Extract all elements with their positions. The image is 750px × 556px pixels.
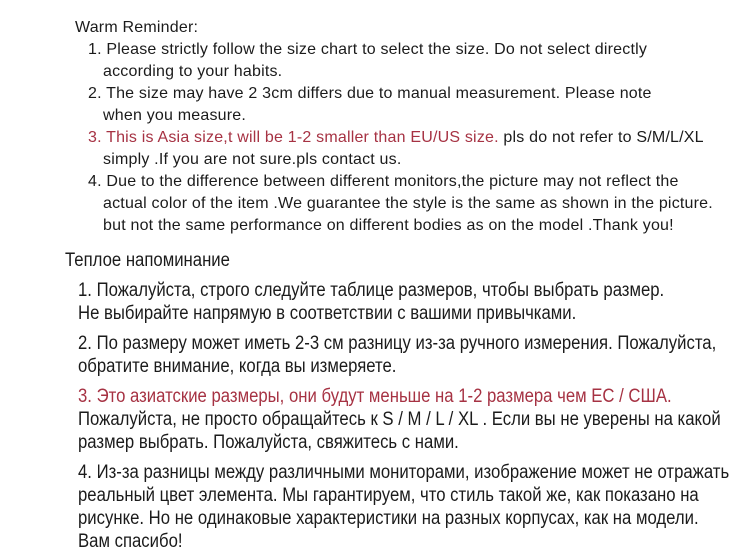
text-line: 4. Due to the difference between different monitors,the picture may not reflect the: [88, 173, 679, 190]
text-line: 4. Из-за разницы между различными мониторами, изображение может не отражать: [78, 462, 730, 483]
text-line: Пожалуйста, не просто обращайтесь к S / M / L / XL . Если вы не уверены на какой: [78, 409, 721, 430]
text-line: рисунке. Но не одинаковые характеристики на разных корпусах, как на модели.: [78, 508, 699, 529]
russian-item-1: [0, 279, 750, 325]
text-line: according to your habits.: [103, 63, 283, 80]
text-line: размер выбрать. Пожалуйста, свяжитесь с нами.: [78, 432, 459, 453]
english-item-4: [0, 171, 750, 237]
russian-item-4: [0, 461, 750, 553]
asia-size-warning-red-text-ru: 3. Это азиатские размеры, они будут меньше на 1-2 размера чем ЕС / США.: [78, 386, 672, 407]
text-line: Не выбирайте напрямую в соответствии с вашими привычками.: [78, 303, 577, 324]
text-line: реальный цвет элемента. Мы гарантируем, что стиль такой же, как показано на: [78, 485, 699, 506]
russian-item-2: [0, 332, 750, 378]
russian-heading: Теплое напоминание: [65, 250, 230, 271]
english-heading: Warm Reminder:: [75, 19, 199, 36]
text-segment: pls do not refer to S/M/L/XL: [498, 129, 704, 146]
text-line: actual color of the item .We guarantee the style is the same as shown in the picture.: [103, 195, 713, 212]
english-item-3: [0, 127, 750, 171]
russian-reminder-section: [0, 249, 750, 553]
text-line: 1. Пожалуйста, строго следуйте таблице размеров, чтобы выбрать размер.: [78, 280, 665, 301]
asia-size-warning-red-text: 3. This is Asia size,t will be 1-2 smaller than EU/US size.: [88, 129, 499, 146]
text-line: [88, 127, 750, 149]
text-line: 1. Please strictly follow the size chart to select the size. Do not select directly: [88, 41, 648, 58]
russian-item-3: [0, 385, 750, 454]
text-line: 2. По размеру может иметь 2-3 см разницу из-за ручного измерения. Пожалуйста,: [78, 333, 717, 354]
text-line: simply .If you are not sure.pls contact us.: [103, 151, 402, 168]
text-line: but not the same performance on different bodies as on the model .Thank you!: [103, 217, 674, 234]
english-reminder-section: [0, 0, 750, 237]
text-line: 2. The size may have 2 3cm differs due to manual measurement. Please note: [88, 85, 652, 102]
text-line: [78, 385, 750, 408]
english-item-1: [0, 39, 750, 83]
text-line: when you measure.: [103, 107, 247, 124]
english-item-2: [0, 83, 750, 127]
text-line: обратите внимание, когда вы измеряете.: [78, 356, 397, 377]
text-line: Вам спасибо!: [78, 531, 183, 552]
